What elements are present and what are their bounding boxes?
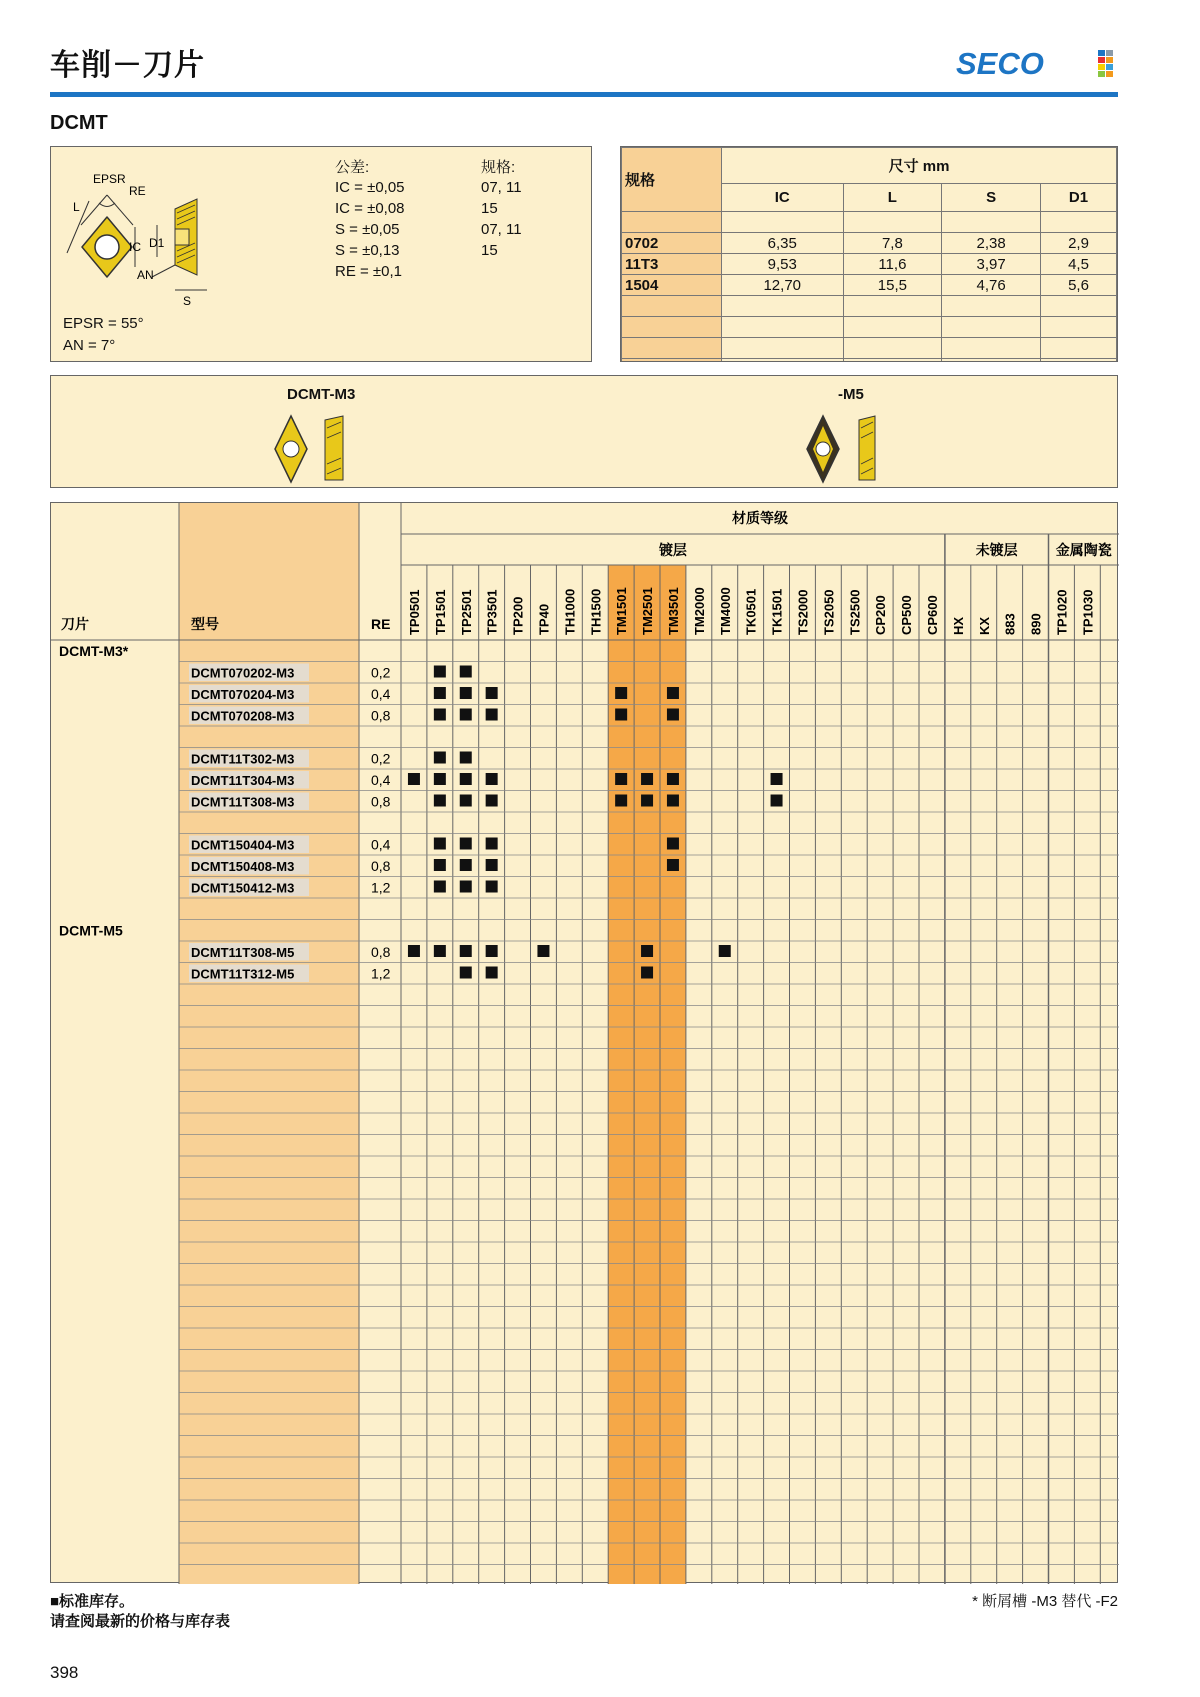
stock-marker bbox=[460, 859, 472, 871]
insert-code: DCMT150404-M3 bbox=[191, 837, 295, 853]
re-label: RE bbox=[129, 184, 146, 198]
tolerance-size: 15 bbox=[481, 242, 498, 259]
table-row: 1504 12,70 15,5 4,76 5,6 bbox=[622, 275, 1117, 296]
dimension-group-header: 尺寸 mm bbox=[722, 148, 1117, 184]
re-column-header: RE bbox=[371, 616, 391, 632]
re-value: 0,2 bbox=[371, 664, 391, 681]
stock-marker bbox=[434, 709, 446, 721]
grade-header: 883 bbox=[1002, 613, 1018, 635]
stock-marker bbox=[486, 709, 498, 721]
material-grade-header: 材质等级 bbox=[732, 510, 788, 526]
stock-marker bbox=[434, 687, 446, 699]
stock-marker bbox=[641, 773, 653, 785]
stock-marker bbox=[641, 945, 653, 957]
stock-marker bbox=[615, 795, 627, 807]
product-code: DCMT bbox=[50, 112, 108, 134]
table-row: 11T3 9,53 11,6 3,97 4,5 bbox=[622, 254, 1117, 275]
grade-header: TS2000 bbox=[795, 589, 811, 635]
variant-m5-label: -M5 bbox=[838, 386, 864, 403]
stock-marker bbox=[434, 881, 446, 893]
tolerance-size: 07, 11 bbox=[481, 221, 522, 238]
stock-marker bbox=[486, 945, 498, 957]
re-value: 0,8 bbox=[371, 944, 391, 960]
tolerance-value: S = ±0,13 bbox=[335, 242, 400, 259]
re-value: 1,2 bbox=[371, 879, 391, 896]
grade-header: HX bbox=[950, 616, 966, 635]
group-label: DCMT-M5 bbox=[59, 922, 123, 939]
grade-header: 890 bbox=[1028, 613, 1044, 635]
size-heading: 规格: bbox=[481, 159, 516, 176]
grade-header: CP600 bbox=[924, 595, 940, 635]
stock-marker bbox=[486, 838, 498, 850]
grade-header: TP40 bbox=[536, 603, 552, 635]
grade-header: TH1000 bbox=[562, 588, 578, 635]
grade-header: KX bbox=[976, 616, 992, 635]
epsr-label: EPSR bbox=[93, 172, 126, 186]
header-rule bbox=[50, 92, 1118, 97]
grade-header: TK1501 bbox=[769, 588, 785, 635]
insert-code: DCMT070202-M3 bbox=[191, 665, 295, 681]
dim-col-header: IC bbox=[722, 184, 844, 212]
stock-marker bbox=[615, 687, 627, 699]
table-row: 0702 6,35 7,8 2,38 2,9 bbox=[622, 233, 1117, 254]
stock-marker bbox=[460, 687, 472, 699]
grade-header: TM2000 bbox=[691, 587, 707, 635]
stock-marker bbox=[771, 773, 783, 785]
tolerance-value: IC = ±0,08 bbox=[335, 200, 405, 217]
grade-header: TM1501 bbox=[614, 587, 630, 635]
insert-code: DCMT11T304-M3 bbox=[191, 773, 295, 788]
insert-code: DCMT150412-M3 bbox=[191, 880, 295, 896]
price-note: 请查阅最新的价格与库存表 bbox=[50, 1613, 231, 1630]
grade-header: TP1501 bbox=[432, 589, 448, 635]
stock-marker bbox=[486, 859, 498, 871]
tolerance-size: 07, 11 bbox=[481, 179, 522, 196]
stock-legend: ■标准库存。 bbox=[50, 1593, 135, 1610]
insert-column-header: 刀片 bbox=[61, 616, 89, 632]
dimension-table-panel bbox=[620, 146, 1118, 362]
re-value: 0,8 bbox=[371, 858, 391, 874]
stock-marker bbox=[460, 795, 472, 807]
grade-header: CP200 bbox=[873, 595, 889, 635]
variant-m3-label: DCMT-M3 bbox=[287, 386, 356, 403]
tolerance-value: IC = ±0,05 bbox=[335, 179, 405, 196]
stock-marker bbox=[641, 795, 653, 807]
stock-marker bbox=[667, 773, 679, 785]
grade-header: TS2500 bbox=[847, 589, 863, 635]
stock-marker bbox=[486, 967, 498, 979]
stock-marker bbox=[537, 945, 549, 957]
grade-availability-table bbox=[50, 502, 1118, 1583]
grade-header: TS2050 bbox=[821, 589, 837, 635]
stock-marker bbox=[667, 709, 679, 721]
grade-header: TP2501 bbox=[458, 589, 474, 635]
stock-marker bbox=[486, 795, 498, 807]
stock-marker bbox=[486, 687, 498, 699]
grade-header: TP3501 bbox=[484, 589, 500, 635]
grade-header: TK0501 bbox=[743, 588, 759, 635]
stock-marker bbox=[434, 945, 446, 957]
tolerance-heading: 公差: bbox=[335, 159, 370, 176]
tolerance-value: S = ±0,05 bbox=[335, 221, 400, 238]
svg-text:SECO: SECO bbox=[956, 46, 1044, 80]
dim-col-header: S bbox=[942, 184, 1041, 212]
stock-marker bbox=[434, 795, 446, 807]
stock-marker bbox=[486, 773, 498, 785]
stock-marker bbox=[460, 666, 472, 678]
stock-marker bbox=[434, 752, 446, 764]
cermet-header: 金属陶瓷 bbox=[1055, 542, 1112, 558]
epsr-note: EPSR = 55° bbox=[63, 315, 144, 332]
insert-code: DCMT070208-M3 bbox=[191, 708, 295, 724]
re-value: 0,2 bbox=[371, 750, 391, 767]
seco-logo bbox=[956, 46, 1118, 80]
stock-marker bbox=[667, 795, 679, 807]
stock-marker bbox=[615, 709, 627, 721]
stock-marker bbox=[771, 795, 783, 807]
s-label: S bbox=[183, 294, 192, 308]
grade-header: TP1020 bbox=[1054, 589, 1070, 635]
ic-label: IC bbox=[129, 240, 141, 254]
grade-grid bbox=[51, 503, 1119, 1584]
chipbreaker-note: * 断屑槽 -M3 替代 -F2 bbox=[972, 1593, 1118, 1610]
stock-marker bbox=[615, 773, 627, 785]
l-label: L bbox=[73, 200, 80, 214]
re-value: 0,4 bbox=[371, 686, 391, 702]
insert-code: DCMT070204-M3 bbox=[191, 687, 295, 702]
insert-code: DCMT11T302-M3 bbox=[191, 751, 295, 767]
stock-marker bbox=[667, 838, 679, 850]
page-title: 车削－刀片 bbox=[50, 49, 205, 82]
page-number: 398 bbox=[50, 1663, 79, 1682]
an-note: AN = 7° bbox=[63, 337, 116, 354]
stock-marker bbox=[460, 752, 472, 764]
grade-header: TM4000 bbox=[717, 587, 733, 635]
highlight-column bbox=[634, 565, 660, 1584]
stock-marker bbox=[460, 945, 472, 957]
grade-header: TM3501 bbox=[665, 587, 681, 635]
tolerance-panel bbox=[50, 146, 592, 362]
uncoated-header: 未镀层 bbox=[975, 542, 1018, 558]
stock-marker bbox=[434, 859, 446, 871]
dim-col-header: L bbox=[843, 184, 942, 212]
re-value: 0,4 bbox=[371, 836, 391, 853]
grade-header: TH1500 bbox=[588, 588, 604, 635]
type-column-header: 型号 bbox=[191, 616, 219, 632]
tolerance-size: 15 bbox=[481, 200, 498, 217]
group-label: DCMT-M3* bbox=[59, 643, 129, 659]
insert-code: DCMT11T308-M5 bbox=[191, 945, 295, 960]
re-value: 1,2 bbox=[371, 965, 391, 982]
an-label: AN bbox=[137, 268, 154, 282]
tolerance-value: RE = ±0,1 bbox=[335, 263, 403, 280]
size-column-header: 规格 bbox=[622, 148, 722, 212]
insert-code: DCMT11T308-M3 bbox=[191, 794, 295, 810]
dim-col-header: D1 bbox=[1041, 184, 1117, 212]
stock-marker bbox=[460, 773, 472, 785]
stock-marker bbox=[486, 881, 498, 893]
stock-marker bbox=[434, 666, 446, 678]
insert-code: DCMT150408-M3 bbox=[191, 859, 295, 874]
re-value: 0,4 bbox=[371, 772, 391, 788]
stock-marker bbox=[434, 773, 446, 785]
d1-label: D1 bbox=[149, 236, 165, 250]
stock-marker bbox=[641, 967, 653, 979]
chipbreaker-variants-panel bbox=[50, 375, 1118, 488]
stock-marker bbox=[667, 859, 679, 871]
dimension-table bbox=[621, 147, 1117, 362]
grade-header: TM2501 bbox=[640, 587, 656, 635]
stock-marker bbox=[408, 773, 420, 785]
re-value: 0,8 bbox=[371, 793, 391, 810]
insert-geometry-diagram bbox=[57, 155, 257, 315]
stock-marker bbox=[408, 945, 420, 957]
stock-marker bbox=[460, 709, 472, 721]
stock-marker bbox=[460, 838, 472, 850]
stock-marker bbox=[667, 687, 679, 699]
grade-header: TP1030 bbox=[1080, 589, 1096, 635]
stock-marker bbox=[460, 881, 472, 893]
grade-header: TP0501 bbox=[406, 589, 422, 635]
grade-header: CP500 bbox=[899, 595, 915, 635]
stock-marker bbox=[460, 967, 472, 979]
stock-marker bbox=[434, 838, 446, 850]
insert-code: DCMT11T312-M5 bbox=[191, 966, 295, 982]
grade-header: TP200 bbox=[510, 596, 526, 635]
stock-marker bbox=[719, 945, 731, 957]
re-value: 0,8 bbox=[371, 707, 391, 724]
coated-header: 镀层 bbox=[658, 542, 687, 558]
m5-insert-icon bbox=[803, 414, 883, 484]
m3-insert-icon bbox=[271, 414, 351, 484]
